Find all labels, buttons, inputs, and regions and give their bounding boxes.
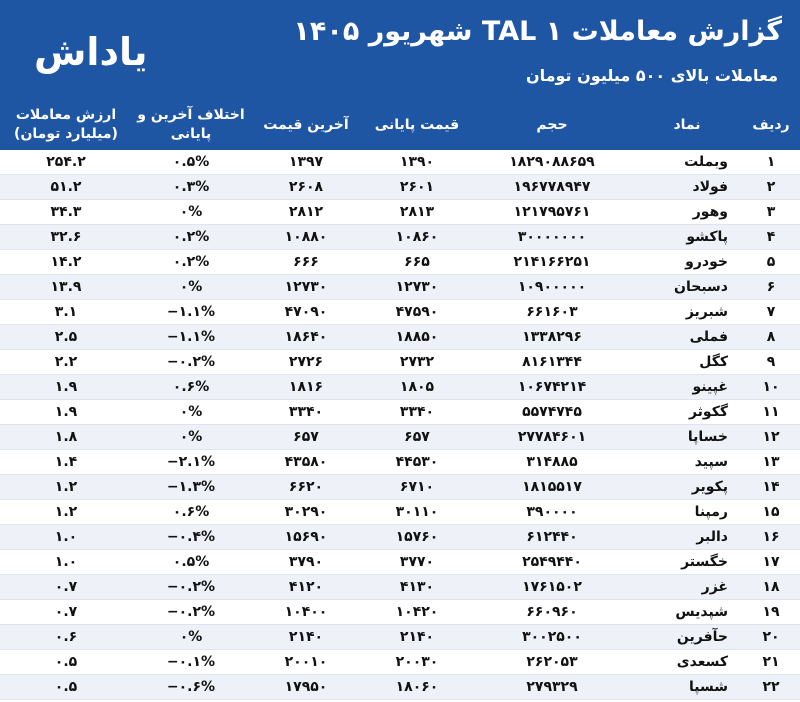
cell-volume: ۶۶۰۹۶۰: [472, 600, 632, 625]
col-last-header: آخرین قیمت: [250, 100, 362, 150]
cell-volume: ۸۱۶۱۳۴۴: [472, 350, 632, 375]
cell-rank: ۱۸: [742, 575, 800, 600]
cell-diff: ۰%: [132, 200, 250, 225]
cell-last: ۴۷۰۹۰: [250, 300, 362, 325]
cell-volume: ۶۱۲۴۴۰: [472, 525, 632, 550]
cell-diff: −۰.۲%: [132, 350, 250, 375]
cell-last: ۲۸۱۲: [250, 200, 362, 225]
table-row: [0, 225, 800, 250]
cell-symbol: خگستر: [632, 550, 742, 575]
cell-last: ۲۱۴۰: [250, 625, 362, 650]
cell-value: ۱.۸: [0, 425, 132, 450]
cell-value: ۱.۰: [0, 550, 132, 575]
cell-rank: ۱۴: [742, 475, 800, 500]
cell-diff: ۰.۳%: [132, 175, 250, 200]
cell-diff: ۰.۲%: [132, 250, 250, 275]
cell-value: ۰.۷: [0, 575, 132, 600]
cell-value: ۲.۲: [0, 350, 132, 375]
cell-last: ۶۶۲۰: [250, 475, 362, 500]
cell-close: ۳۰۱۱۰: [362, 500, 472, 525]
cell-rank: ۱۹: [742, 600, 800, 625]
report-subtitle: معاملات بالای ۵۰۰ میلیون تومان: [525, 66, 778, 85]
cell-symbol: غزر: [632, 575, 742, 600]
cell-rank: ۸: [742, 325, 800, 350]
cell-last: ۳۰۲۹۰: [250, 500, 362, 525]
cell-rank: ۱۳: [742, 450, 800, 475]
cell-close: ۲۸۱۳: [362, 200, 472, 225]
cell-symbol: خساپا: [632, 425, 742, 450]
cell-symbol: کسعدی: [632, 650, 742, 675]
cell-volume: ۲۶۲۰۵۳: [472, 650, 632, 675]
cell-diff: ۰.۶%: [132, 500, 250, 525]
cell-rank: ۲: [742, 175, 800, 200]
cell-volume: ۶۶۱۶۰۳: [472, 300, 632, 325]
cell-value: ۱.۹: [0, 375, 132, 400]
cell-last: ۶۵۷: [250, 425, 362, 450]
cell-symbol: رمپنا: [632, 500, 742, 525]
cell-close: ۱۸۸۵۰: [362, 325, 472, 350]
cell-diff: ۰%: [132, 425, 250, 450]
cell-volume: ۲۷۹۳۲۹: [472, 675, 632, 700]
cell-value: ۵۱.۲: [0, 175, 132, 200]
cell-symbol: کگل: [632, 350, 742, 375]
table-row: [0, 200, 800, 225]
table-row: [0, 175, 800, 200]
table-row: [0, 450, 800, 475]
cell-close: ۱۰۴۲۰: [362, 600, 472, 625]
cell-rank: ۱۰: [742, 375, 800, 400]
cell-symbol: فملی: [632, 325, 742, 350]
brand-logo: یاداش: [34, 30, 148, 74]
cell-volume: ۳۰۰۰۰۰۰۰: [472, 225, 632, 250]
cell-last: ۱۷۹۵۰: [250, 675, 362, 700]
table-body: [0, 150, 800, 700]
cell-close: ۱۸۰۶۰: [362, 675, 472, 700]
cell-diff: ۰.۶%: [132, 375, 250, 400]
cell-symbol: دسبحان: [632, 275, 742, 300]
cell-value: ۱۳.۹: [0, 275, 132, 300]
cell-volume: ۱۸۲۹۰۸۸۶۵۹: [472, 150, 632, 175]
cell-rank: ۱۱: [742, 400, 800, 425]
cell-diff: ۰%: [132, 275, 250, 300]
cell-close: ۴۷۵۹۰: [362, 300, 472, 325]
cell-value: ۲۵۴.۲: [0, 150, 132, 175]
cell-close: ۶۷۱۰: [362, 475, 472, 500]
table-row: [0, 625, 800, 650]
cell-diff: −۰.۴%: [132, 525, 250, 550]
cell-value: ۰.۷: [0, 600, 132, 625]
cell-symbol: گکوثر: [632, 400, 742, 425]
cell-last: ۴۱۲۰: [250, 575, 362, 600]
cell-last: ۱۵۶۹۰: [250, 525, 362, 550]
cell-volume: ۱۲۱۷۹۵۷۶۱: [472, 200, 632, 225]
cell-volume: ۱۳۳۸۲۹۶: [472, 325, 632, 350]
cell-diff: −۲.۱%: [132, 450, 250, 475]
cell-rank: ۱۷: [742, 550, 800, 575]
cell-value: ۱.۲: [0, 475, 132, 500]
cell-symbol: شپدیس: [632, 600, 742, 625]
col-rank-header: ردیف: [742, 100, 800, 150]
cell-symbol: دالبر: [632, 525, 742, 550]
cell-rank: ۱: [742, 150, 800, 175]
cell-last: ۱۳۹۷: [250, 150, 362, 175]
cell-value: ۱۴.۲: [0, 250, 132, 275]
cell-rank: ۵: [742, 250, 800, 275]
cell-close: ۶۶۵: [362, 250, 472, 275]
cell-last: ۶۶۶: [250, 250, 362, 275]
cell-volume: ۲۵۴۹۴۴۰: [472, 550, 632, 575]
cell-rank: ۷: [742, 300, 800, 325]
cell-last: ۳۳۴۰: [250, 400, 362, 425]
cell-diff: −۰.۱%: [132, 650, 250, 675]
cell-last: ۲۶۰۸: [250, 175, 362, 200]
col-close-header: قیمت پایانی: [362, 100, 472, 150]
cell-close: ۱۳۹۰: [362, 150, 472, 175]
cell-symbol: خودرو: [632, 250, 742, 275]
col-diff-header: اختلاف آخرین و پایانی: [132, 100, 250, 150]
cell-rank: ۱۲: [742, 425, 800, 450]
cell-close: ۱۸۰۵: [362, 375, 472, 400]
cell-rank: ۴: [742, 225, 800, 250]
table-row: [0, 525, 800, 550]
cell-value: ۰.۵: [0, 650, 132, 675]
cell-volume: ۳۱۴۸۸۵: [472, 450, 632, 475]
cell-diff: −۱.۳%: [132, 475, 250, 500]
cell-symbol: شسپا: [632, 675, 742, 700]
cell-close: ۱۵۷۶۰: [362, 525, 472, 550]
cell-volume: ۱۰۹۰۰۰۰۰: [472, 275, 632, 300]
cell-diff: −۱.۱%: [132, 300, 250, 325]
table-row: [0, 425, 800, 450]
cell-volume: ۱۸۱۵۵۱۷: [472, 475, 632, 500]
cell-last: ۳۷۹۰: [250, 550, 362, 575]
cell-value: ۲.۵: [0, 325, 132, 350]
table-row: [0, 250, 800, 275]
cell-value: ۰.۵: [0, 675, 132, 700]
cell-diff: −۱.۱%: [132, 325, 250, 350]
cell-volume: ۱۷۶۱۵۰۲: [472, 575, 632, 600]
table-row: [0, 325, 800, 350]
table-header-row: [0, 100, 800, 150]
cell-symbol: فولاد: [632, 175, 742, 200]
table-row: [0, 650, 800, 675]
cell-volume: ۵۵۷۴۷۴۵: [472, 400, 632, 425]
table-row: [0, 375, 800, 400]
cell-symbol: سپید: [632, 450, 742, 475]
cell-close: ۲۱۴۰: [362, 625, 472, 650]
cell-last: ۱۲۷۳۰: [250, 275, 362, 300]
table-row: [0, 500, 800, 525]
cell-volume: ۱۰۶۷۴۲۱۴: [472, 375, 632, 400]
cell-last: ۱۰۸۸۰: [250, 225, 362, 250]
cell-rank: ۳: [742, 200, 800, 225]
col-symbol-header: نماد: [632, 100, 742, 150]
cell-close: ۴۱۳۰: [362, 575, 472, 600]
cell-symbol: شبریز: [632, 300, 742, 325]
cell-close: ۴۴۵۳۰: [362, 450, 472, 475]
table-row: [0, 150, 800, 175]
cell-close: ۲۰۰۳۰: [362, 650, 472, 675]
cell-close: ۳۳۴۰: [362, 400, 472, 425]
cell-value: ۱.۲: [0, 500, 132, 525]
cell-close: ۱۲۷۳۰: [362, 275, 472, 300]
cell-diff: ۰.۲%: [132, 225, 250, 250]
cell-value: ۳.۱: [0, 300, 132, 325]
report-header: [0, 0, 800, 100]
table-row: [0, 275, 800, 300]
cell-rank: ۲۰: [742, 625, 800, 650]
cell-value: ۱.۰: [0, 525, 132, 550]
cell-symbol: پاکشو: [632, 225, 742, 250]
cell-volume: ۲۷۷۸۴۶۰۱: [472, 425, 632, 450]
cell-volume: ۳۹۰۰۰۰: [472, 500, 632, 525]
table-row: [0, 400, 800, 425]
cell-diff: ۰%: [132, 400, 250, 425]
cell-rank: ۱۵: [742, 500, 800, 525]
cell-diff: ۰%: [132, 625, 250, 650]
cell-rank: ۱۶: [742, 525, 800, 550]
cell-close: ۱۰۸۶۰: [362, 225, 472, 250]
cell-symbol: وبملت: [632, 150, 742, 175]
cell-last: ۲۷۲۶: [250, 350, 362, 375]
trades-table: [0, 100, 800, 700]
table-row: [0, 575, 800, 600]
cell-diff: −۰.۶%: [132, 675, 250, 700]
cell-value: ۳۲.۶: [0, 225, 132, 250]
table-row: [0, 675, 800, 700]
cell-value: ۱.۹: [0, 400, 132, 425]
cell-last: ۱۰۴۰۰: [250, 600, 362, 625]
cell-close: ۳۷۷۰: [362, 550, 472, 575]
cell-last: ۱۸۶۴۰: [250, 325, 362, 350]
report-title: گزارش معاملات TAL ۱ شهریور ۱۴۰۵: [293, 16, 782, 47]
cell-value: ۳۴.۳: [0, 200, 132, 225]
cell-symbol: غپینو: [632, 375, 742, 400]
cell-value: ۰.۶: [0, 625, 132, 650]
cell-rank: ۲۱: [742, 650, 800, 675]
table-row: [0, 475, 800, 500]
col-value-header: ارزش معاملات (میلیارد تومان): [0, 100, 132, 150]
cell-diff: −۰.۲%: [132, 600, 250, 625]
cell-symbol: حآفرین: [632, 625, 742, 650]
cell-rank: ۹: [742, 350, 800, 375]
cell-last: ۲۰۰۱۰: [250, 650, 362, 675]
cell-close: ۲۷۳۲: [362, 350, 472, 375]
cell-rank: ۲۲: [742, 675, 800, 700]
cell-close: ۶۵۷: [362, 425, 472, 450]
cell-volume: ۱۹۶۷۷۸۹۴۷: [472, 175, 632, 200]
cell-close: ۲۶۰۱: [362, 175, 472, 200]
cell-symbol: وهور: [632, 200, 742, 225]
cell-rank: ۶: [742, 275, 800, 300]
cell-diff: −۰.۲%: [132, 575, 250, 600]
cell-diff: ۰.۵%: [132, 550, 250, 575]
table-row: [0, 600, 800, 625]
cell-diff: ۰.۵%: [132, 150, 250, 175]
cell-value: ۱.۴: [0, 450, 132, 475]
table-row: [0, 550, 800, 575]
col-volume-header: حجم: [472, 100, 632, 150]
cell-last: ۴۳۵۸۰: [250, 450, 362, 475]
table-row: [0, 300, 800, 325]
cell-volume: ۳۰۰۲۵۰۰: [472, 625, 632, 650]
cell-volume: ۲۱۴۱۶۶۲۵۱: [472, 250, 632, 275]
cell-symbol: پکویر: [632, 475, 742, 500]
table-row: [0, 350, 800, 375]
cell-last: ۱۸۱۶: [250, 375, 362, 400]
